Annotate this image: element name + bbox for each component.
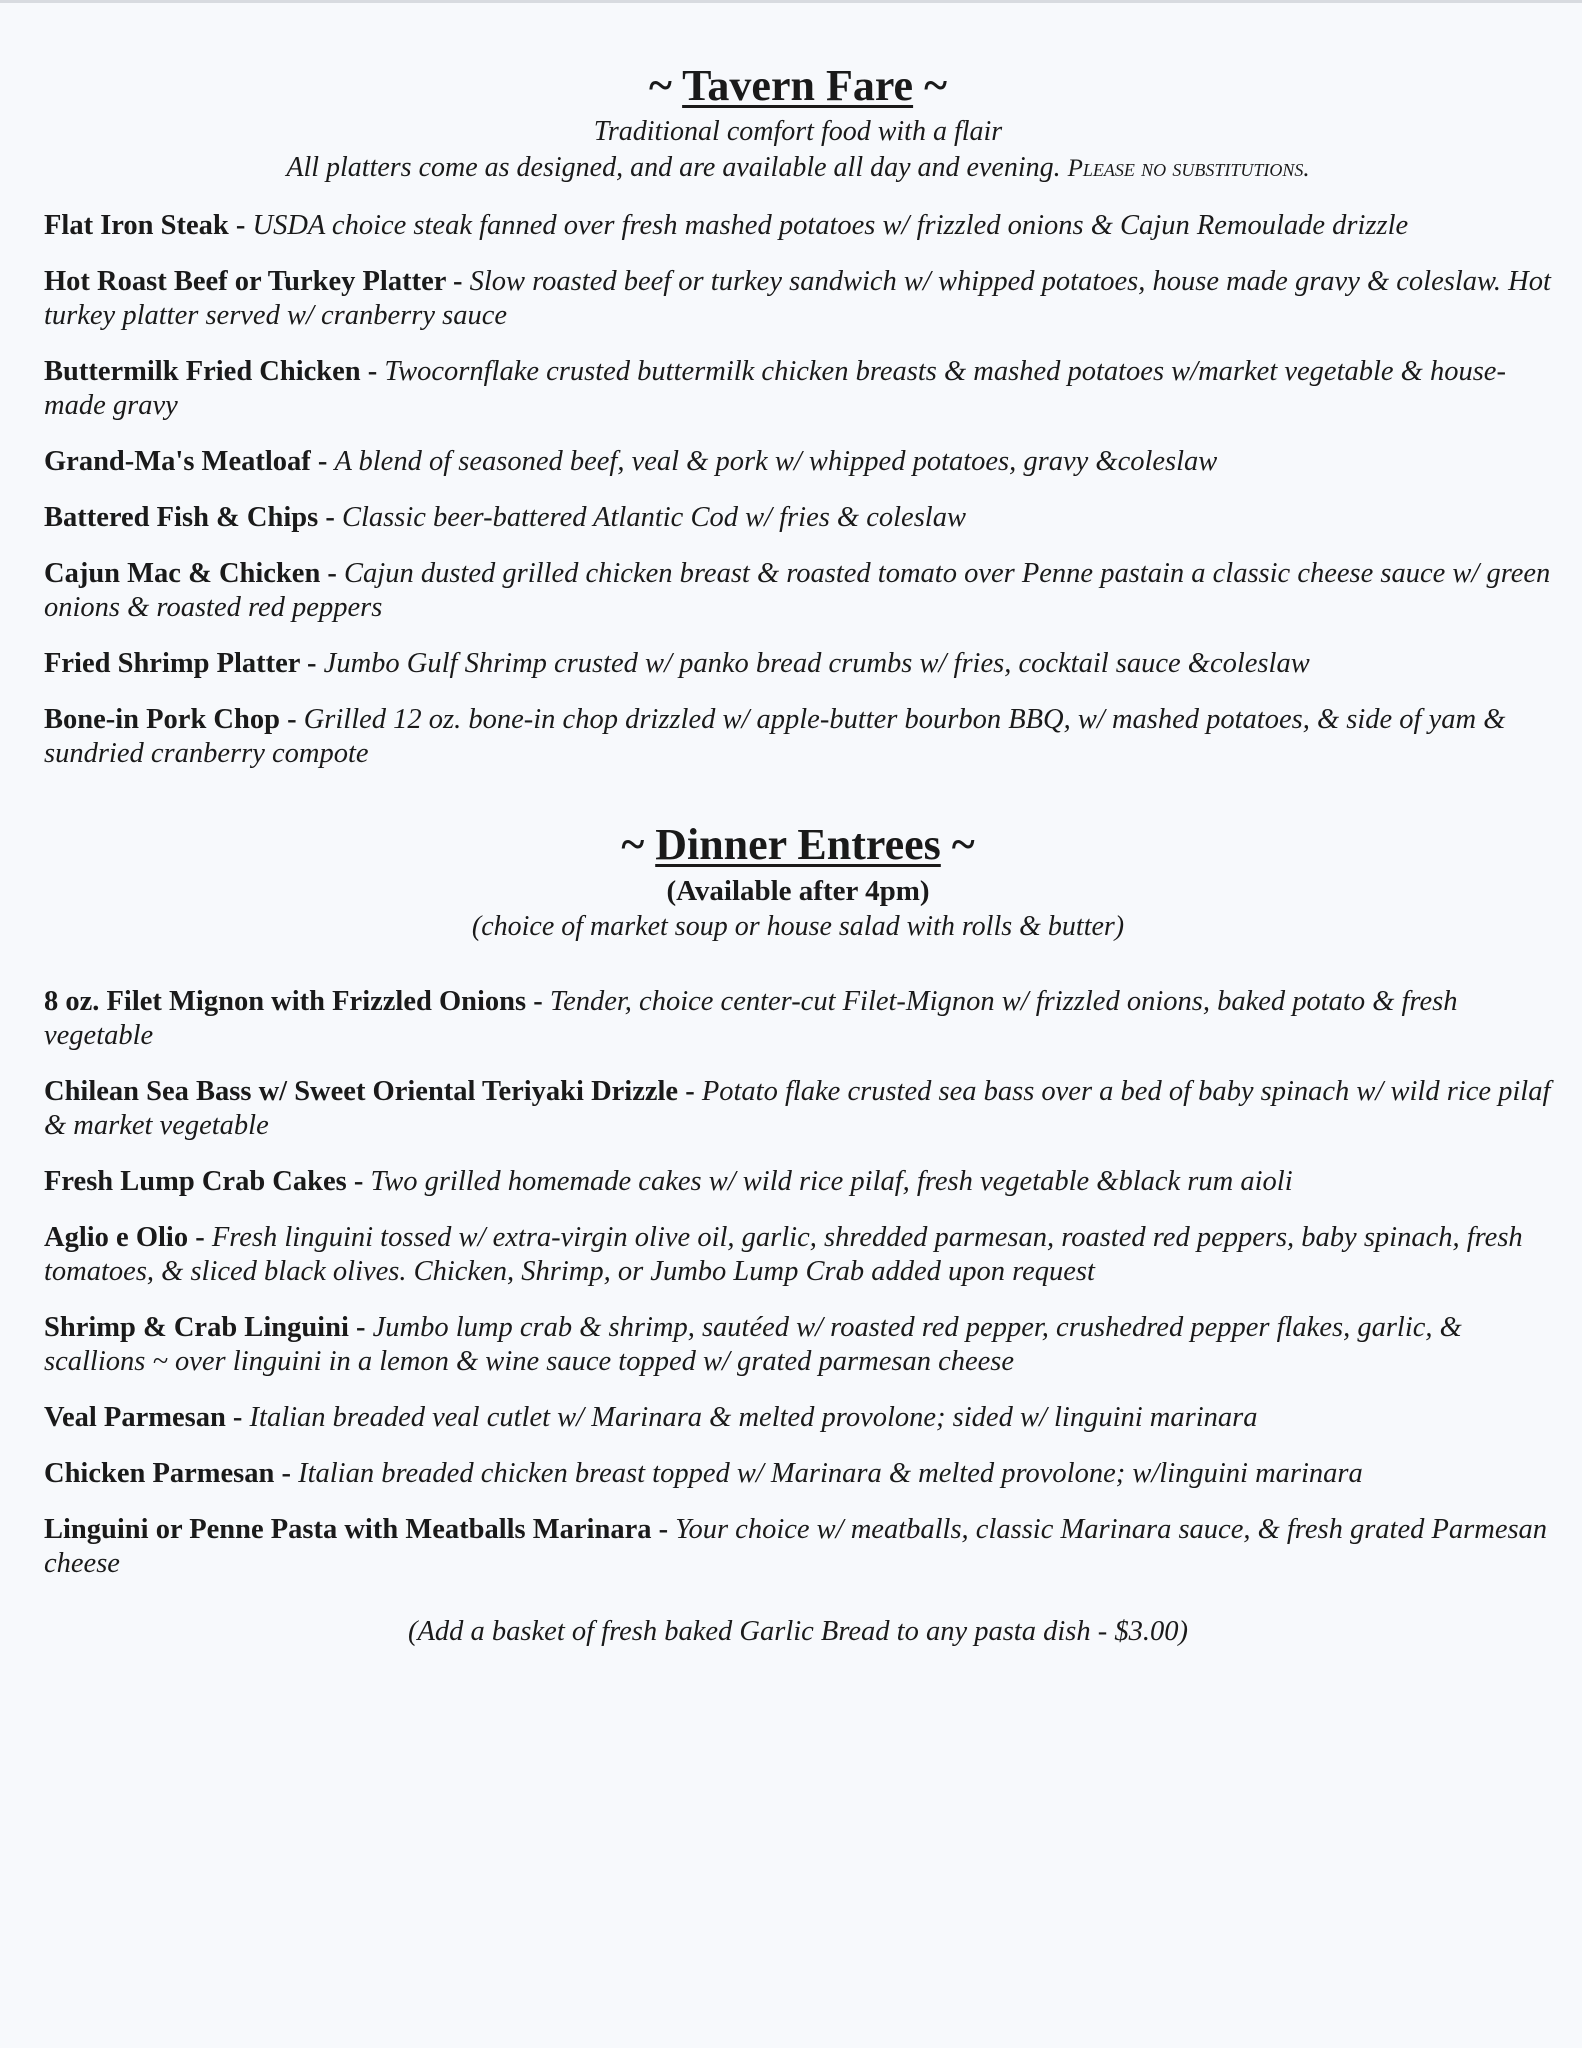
- menu-item-aglio-e-olio: [40, 1221, 1556, 1289]
- item-name: Veal Parmesan -: [44, 1402, 243, 1433]
- item-description: USDA choice steak fanned over fresh mashed potatoes w/ frizzled onions & Cajun Remoulade drizzle: [252, 210, 1409, 241]
- item-name: Grand-Ma's Meatloaf -: [44, 446, 328, 477]
- menu-item-chicken-parmesan: [40, 1457, 1556, 1491]
- scan-edge: [0, 0, 1582, 3]
- dinner-entrees-title: Dinner Entrees: [655, 820, 941, 869]
- item-name: Aglio e Olio -: [44, 1222, 205, 1253]
- item-description: Cajun dusted grilled chicken breast & roasted tomato over Penne pastain a classic cheese sauce w/ green onions & roasted red peppers: [44, 558, 1551, 623]
- tavern-item-list: [40, 209, 1556, 771]
- item-name: Cajun Mac & Chicken -: [44, 558, 337, 589]
- menu-item-pasta-meatballs: [40, 1513, 1556, 1581]
- menu-item-meatloaf: [40, 445, 1556, 479]
- dinner-includes: (choice of market soup or house salad with rolls & butter): [471, 911, 1125, 942]
- no-substitutions-note: Please no substitutions.: [1067, 155, 1310, 182]
- menu-item-veal-parmesan: [40, 1401, 1556, 1435]
- item-description: Slow roasted beef or turkey sandwich w/ whipped potatoes, house made gravy & coleslaw. Hot turkey platter served w/ cranberry sauce: [44, 266, 1551, 331]
- item-name: Buttermilk Fried Chicken -: [44, 356, 378, 387]
- item-name: Bone-in Pork Chop -: [44, 704, 297, 735]
- item-name: 8 oz. Filet Mignon with Frizzled Onions -: [44, 986, 543, 1017]
- item-name: Chicken Parmesan -: [44, 1458, 291, 1489]
- item-description: Italian breaded veal cutlet w/ Marinara & melted provolone; sided w/ linguini marinara: [249, 1402, 1258, 1433]
- menu-item-hot-roast-beef-turkey: [40, 265, 1556, 333]
- item-description: Classic beer-battered Atlantic Cod w/ fries & coleslaw: [341, 502, 966, 533]
- item-description: Twocornflake crusted buttermilk chicken breasts & mashed potatoes w/market vegetable & house-made gravy: [44, 356, 1506, 421]
- menu-item-pork-chop: [40, 703, 1556, 771]
- item-name: Fried Shrimp Platter -: [44, 648, 317, 679]
- menu-item-fish-and-chips: [40, 501, 1556, 535]
- dinner-availability: (Available after 4pm): [666, 875, 930, 907]
- tavern-fare-heading: [40, 58, 1556, 114]
- garlic-bread-footnote: (Add a basket of fresh baked Garlic Bread to any pasta dish - $3.00): [408, 1616, 1188, 1647]
- menu-item-crab-cakes: [40, 1165, 1556, 1199]
- item-description: Grilled 12 oz. bone-in chop drizzled w/ apple-butter bourbon BBQ, w/ mashed potatoes, & side of yam & sundried cranberry compote: [44, 704, 1506, 769]
- menu-item-cajun-mac-chicken: [40, 557, 1556, 625]
- tavern-tagline: Traditional comfort food with a flair: [593, 116, 1003, 147]
- dinner-tilde-left: ~: [621, 820, 645, 869]
- item-name: Linguini or Penne Pasta with Meatballs Marinara -: [44, 1514, 669, 1545]
- tavern-fare-title: Tavern Fare: [682, 61, 914, 110]
- dinner-item-list: [40, 985, 1556, 1581]
- menu-item-shrimp-crab-linguini: [40, 1311, 1556, 1379]
- item-name: Shrimp & Crab Linguini -: [44, 1312, 366, 1343]
- item-description: Tender, choice center-cut Filet-Mignon w/ frizzled onions, baked potato & fresh vegetable: [44, 986, 1458, 1051]
- item-description: A blend of seasoned beef, veal & pork w/ whipped potatoes, gravy &coleslaw: [334, 446, 1218, 477]
- menu-page: [40, 58, 1556, 1649]
- tavern-note-text: All platters come as designed, and are available all day and evening.: [286, 152, 1061, 183]
- item-description: Italian breaded chicken breast topped w/ Marinara & melted provolone; w/linguini marinara: [298, 1458, 1363, 1489]
- tavern-tilde-right: ~: [924, 61, 947, 110]
- menu-item-filet-mignon: [40, 985, 1556, 1053]
- item-description: Jumbo Gulf Shrimp crusted w/ panko bread crumbs w/ fries, cocktail sauce &coleslaw: [323, 648, 1310, 679]
- dinner-entrees-heading: [40, 817, 1556, 873]
- menu-item-buttermilk-fried-chicken: [40, 355, 1556, 423]
- menu-item-flat-iron-steak: [40, 209, 1556, 243]
- item-name: Hot Roast Beef or Turkey Platter -: [44, 266, 463, 297]
- item-name: Flat Iron Steak -: [44, 210, 246, 241]
- item-name: Chilean Sea Bass w/ Sweet Oriental Teriyaki Drizzle -: [44, 1076, 695, 1107]
- item-name: Fresh Lump Crab Cakes -: [44, 1166, 364, 1197]
- menu-item-fried-shrimp-platter: [40, 647, 1556, 681]
- dinner-tilde-right: ~: [951, 820, 975, 869]
- item-name: Battered Fish & Chips -: [44, 502, 335, 533]
- tavern-tilde-left: ~: [649, 61, 672, 110]
- menu-item-chilean-sea-bass: [40, 1075, 1556, 1143]
- item-description: Two grilled homemade cakes w/ wild rice pilaf, fresh vegetable &black rum aioli: [370, 1166, 1293, 1197]
- item-description: Potato flake crusted sea bass over a bed of baby spinach w/ wild rice pilaf & market vegetable: [44, 1076, 1551, 1141]
- item-description: Fresh linguini tossed w/ extra-virgin olive oil, garlic, shredded parmesan, roasted red peppers, baby spinach, fresh tomatoes, & sliced black olives. Chicken, Shrimp, or Jumbo Lump Crab added upon request: [44, 1222, 1523, 1287]
- item-description: Your choice w/ meatballs, classic Marinara sauce, & fresh grated Parmesan cheese: [44, 1514, 1548, 1579]
- tavern-note: [40, 150, 1556, 187]
- item-description: Jumbo lump crab & shrimp, sautéed w/ roasted red pepper, crushedred pepper flakes, garlic, & scallions ~ over linguini in a lemon & wine sauce topped w/ grated parmesan cheese: [44, 1312, 1462, 1377]
